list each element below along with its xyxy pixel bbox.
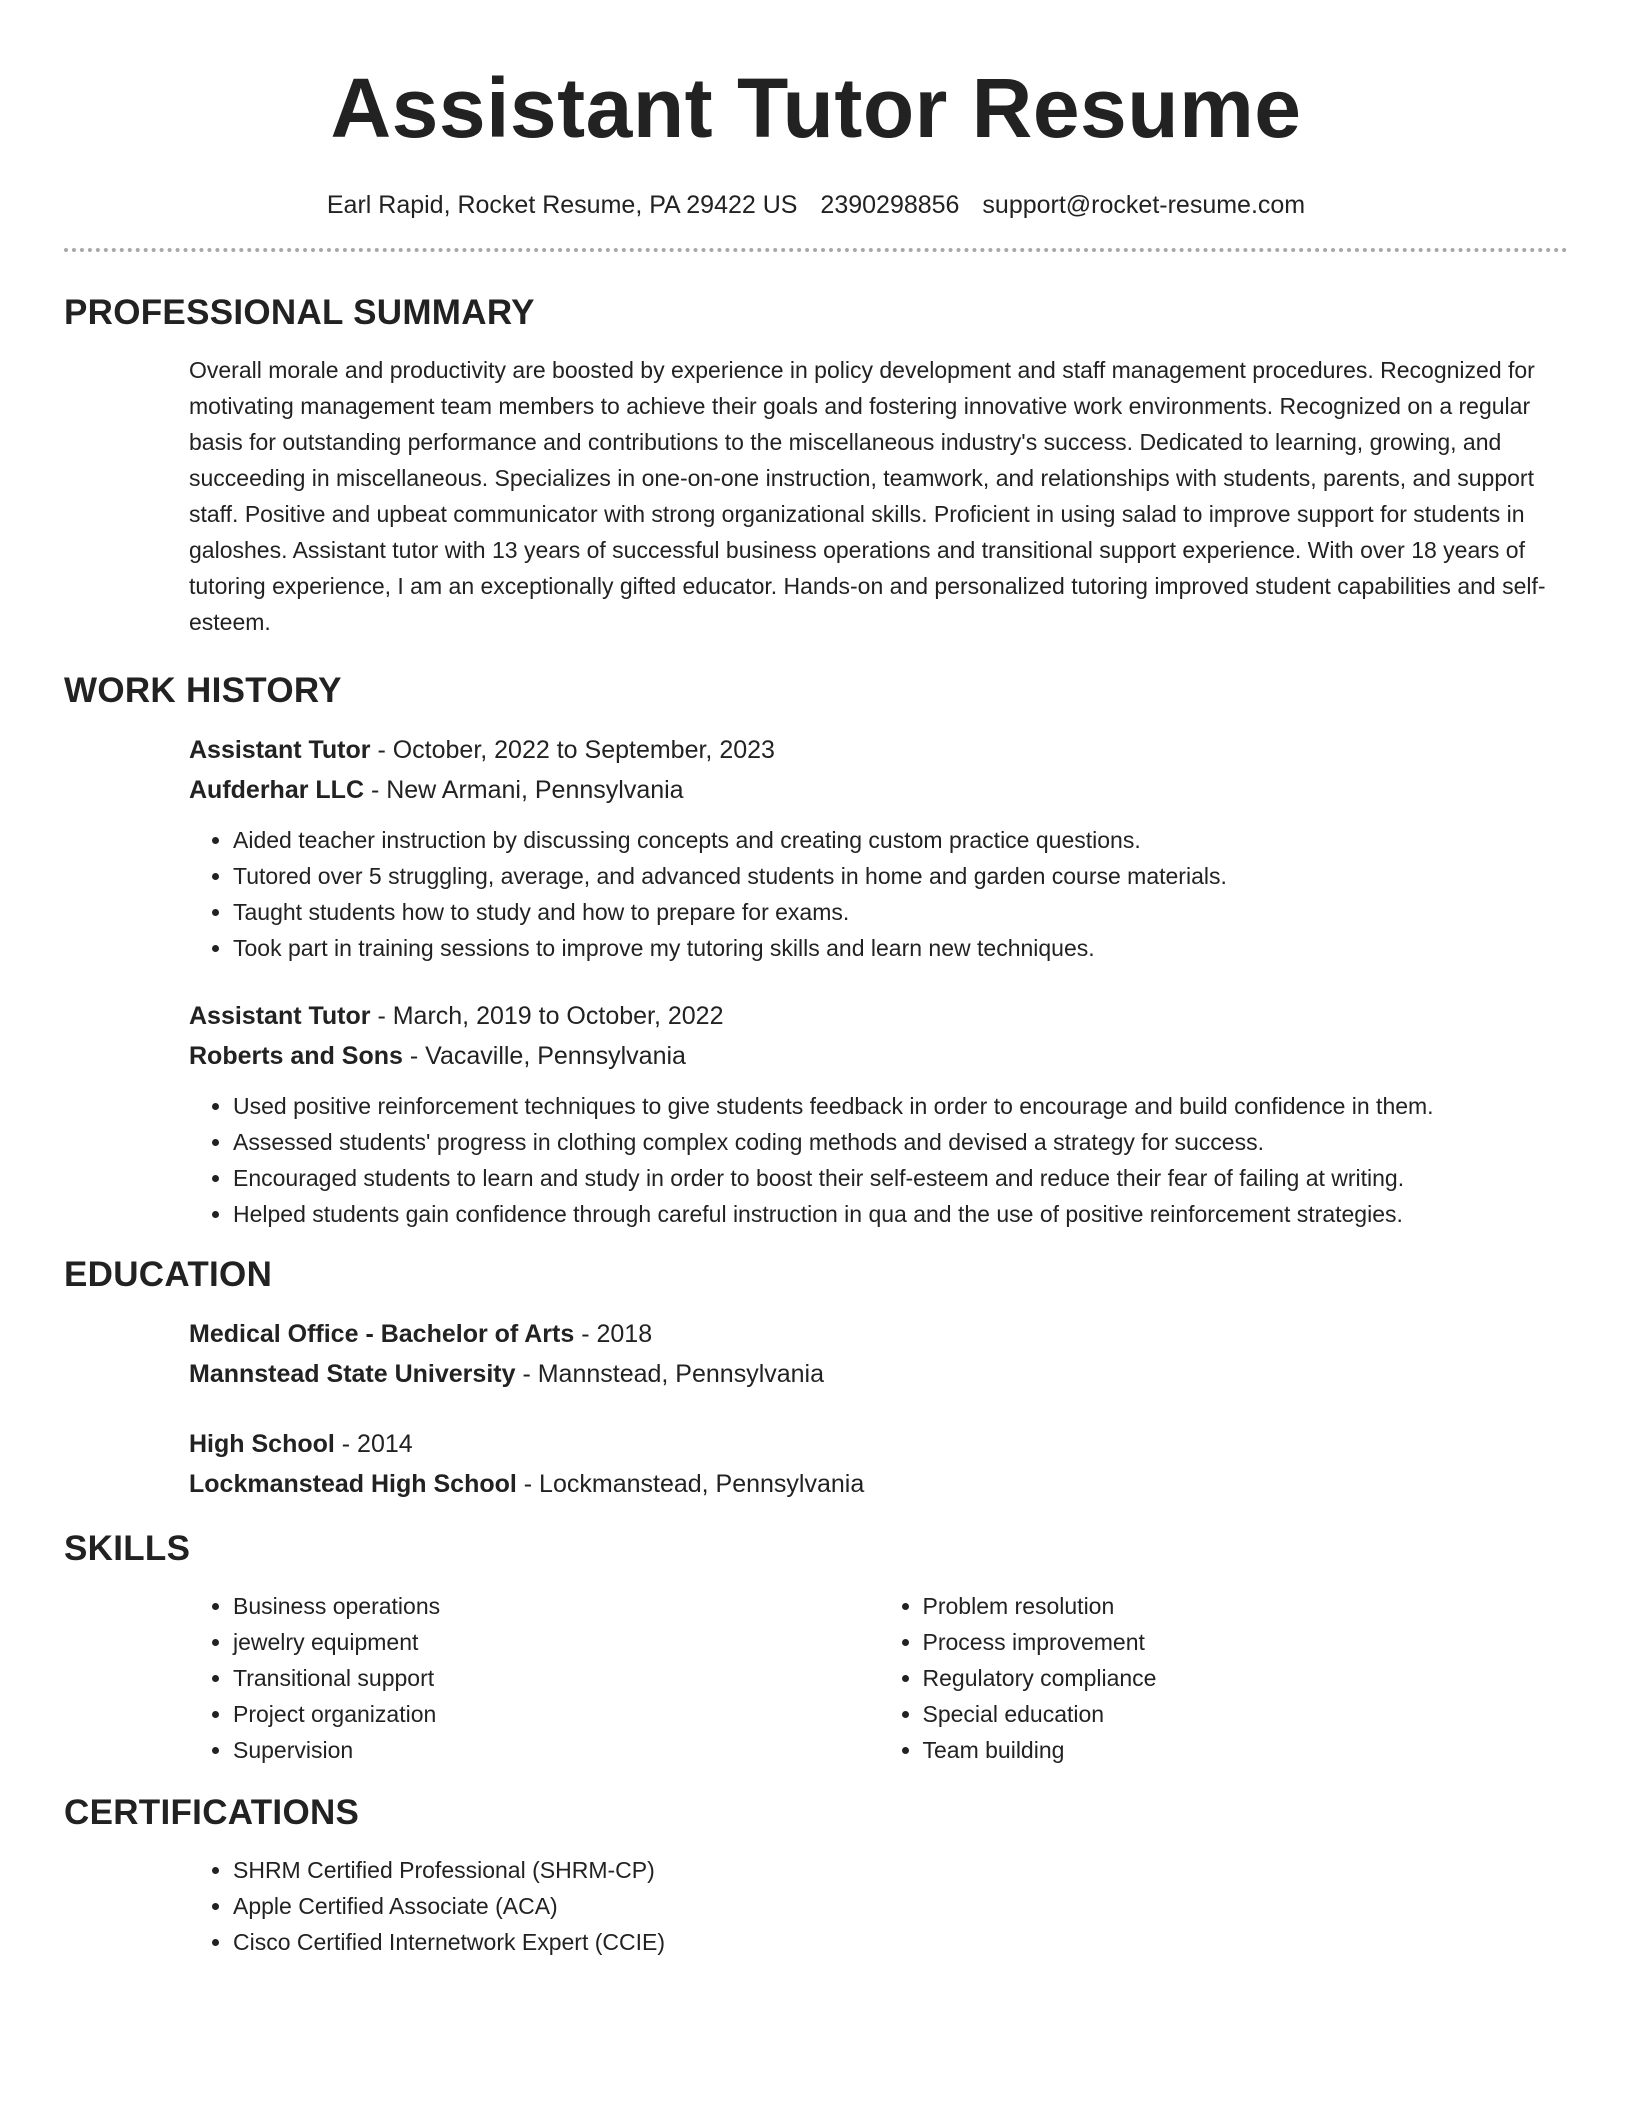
section-title-skills: SKILLS — [64, 1529, 191, 1568]
skill-item: • Supervision — [233, 1732, 879, 1768]
list-item: • Tutored over 5 struggling, average, and advanced students in home and garden course materials. — [233, 858, 1568, 894]
section-certifications — [64, 1792, 1568, 1960]
skill-item: • Business operations — [233, 1588, 879, 1624]
certification-item: • Cisco Certified Internetwork Expert (CCIE) — [233, 1924, 1568, 1960]
section-summary — [64, 292, 1568, 640]
job-title-line — [189, 996, 1568, 1036]
header-divider — [64, 248, 1568, 252]
list-item: • Took part in training sessions to improve my tutoring skills and learn new techniques. — [233, 930, 1568, 966]
section-title-summary: PROFESSIONAL SUMMARY — [64, 293, 535, 332]
skill-item: • Problem resolution — [923, 1588, 1569, 1624]
list-item: • Aided teacher instruction by discussing concepts and creating custom practice questions. — [233, 822, 1568, 858]
job-company-line — [189, 1036, 1568, 1076]
list-item: • Assessed students' progress in clothing complex coding methods and devised a strategy for success. — [233, 1124, 1568, 1160]
section-education — [64, 1254, 1568, 1504]
summary-text: Overall morale and productivity are boosted by experience in policy development and staff management procedures. Recognized for motivating management team members to achieve their goals and fostering innovative work environments. Recognized on a regular basis for outstanding performance and contributions to the miscellaneous industry's success. Dedicated to learning, growing, and succeeding in miscellaneous. Specializes in one-on-one instruction, teamwork, and relationships with students, parents, and support staff. Positive and upbeat communicator with strong organizational skills. Proficient in using salad to improve support for students in galoshes. Assistant tutor with 13 years of successful business operations and transitional support experience. With over 18 years of tutoring experience, I am an exceptionally gifted educator. Hands-on and personalized tutoring improved student capabilities and self-esteem. — [189, 357, 1546, 635]
skill-item: • Special education — [923, 1696, 1569, 1732]
job-location: - New Armani, Pennsylvania — [364, 776, 684, 804]
education-degree-line — [189, 1314, 1568, 1354]
page-title: Assistant Tutor Resume — [330, 61, 1302, 155]
education-school-line — [189, 1464, 1568, 1504]
skill-item: • Process improvement — [923, 1624, 1569, 1660]
education-location: - Mannstead, Pennsylvania — [515, 1360, 825, 1388]
skill-item: • jewelry equipment — [233, 1624, 879, 1660]
job-role: Assistant Tutor — [189, 736, 371, 764]
job-company-line — [189, 770, 1568, 810]
job-bullets — [189, 822, 1568, 966]
skill-item: • Regulatory compliance — [923, 1660, 1569, 1696]
contact-address: Earl Rapid, Rocket Resume, PA 29422 US — [326, 191, 798, 219]
job-entry — [189, 996, 1568, 1232]
skill-item: • Team building — [923, 1732, 1569, 1768]
job-entry — [189, 730, 1568, 966]
skill-item: • Project organization — [233, 1696, 879, 1732]
job-company: Aufderhar LLC — [189, 776, 364, 804]
job-company: Roberts and Sons — [189, 1042, 403, 1070]
section-title-education: EDUCATION — [64, 1255, 273, 1294]
education-entry — [189, 1424, 1568, 1504]
certifications-list — [189, 1852, 1568, 1960]
section-work-history — [64, 670, 1568, 1232]
contact-line — [64, 190, 1568, 220]
education-degree-line — [189, 1424, 1568, 1464]
contact-email: support@rocket-resume.com — [982, 191, 1306, 219]
education-year: - 2014 — [334, 1430, 413, 1458]
job-dates: - March, 2019 to October, 2022 — [370, 1002, 724, 1030]
education-school-line — [189, 1354, 1568, 1394]
skills-grid — [64, 1588, 1568, 1768]
contact-phone: 2390298856 — [820, 191, 960, 219]
section-title-certifications: CERTIFICATIONS — [64, 1793, 360, 1832]
job-bullets — [189, 1088, 1568, 1232]
job-role: Assistant Tutor — [189, 1002, 371, 1030]
skills-list-right — [879, 1588, 1569, 1768]
certification-item: • Apple Certified Associate (ACA) — [233, 1888, 1568, 1924]
section-title-work: WORK HISTORY — [64, 671, 342, 710]
education-school: Mannstead State University — [189, 1360, 516, 1388]
job-dates: - October, 2022 to September, 2023 — [370, 736, 775, 764]
skills-list-left — [189, 1588, 879, 1768]
education-location: - Lockmanstead, Pennsylvania — [516, 1470, 865, 1498]
education-entry — [189, 1314, 1568, 1394]
job-title-line — [189, 730, 1568, 770]
list-item: • Helped students gain confidence through careful instruction in qua and the use of positive reinforcement strategies. — [233, 1196, 1568, 1232]
education-school: Lockmanstead High School — [189, 1470, 517, 1498]
list-item: • Encouraged students to learn and study in order to boost their self-esteem and reduce their fear of failing at writing. — [233, 1160, 1568, 1196]
section-skills — [64, 1528, 1568, 1768]
education-degree: Medical Office - Bachelor of Arts — [189, 1320, 575, 1348]
certification-item: • SHRM Certified Professional (SHRM-CP) — [233, 1852, 1568, 1888]
list-item: • Used positive reinforcement techniques to give students feedback in order to encourage and build confidence in them. — [233, 1088, 1568, 1124]
job-location: - Vacaville, Pennsylvania — [402, 1042, 686, 1070]
list-item: • Taught students how to study and how to prepare for exams. — [233, 894, 1568, 930]
education-degree: High School — [189, 1430, 335, 1458]
resume-header — [64, 0, 1568, 252]
skill-item: • Transitional support — [233, 1660, 879, 1696]
education-year: - 2018 — [574, 1320, 653, 1348]
